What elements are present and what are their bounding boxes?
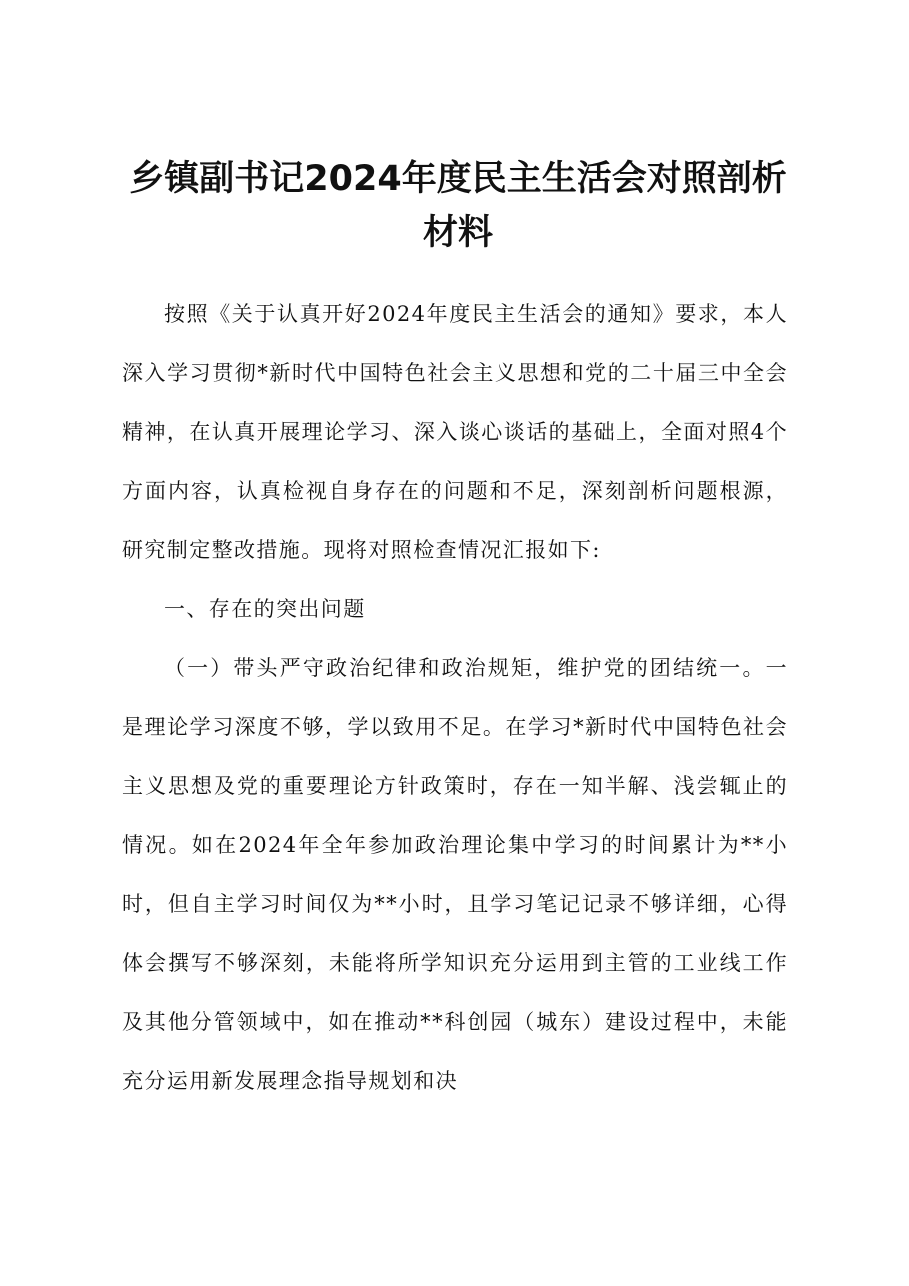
- intro-paragraph: 按照《关于认真开好2024年度民主生活会的通知》要求，本人深入学习贯彻*新时代中国特色社会主义思想和党的二十届三中全会精神，在认真开展理论学习、深入谈心谈话的基础上，全面对照4个方面内容，认真检视自身存在的问题和不足，深刻剖析问题根源，研究制定整改措施。现将对照检查情况汇报如下:: [122, 302, 788, 562]
- section-heading: 一、存在的突出问题: [164, 597, 366, 621]
- section-paragraph: （一）带头严守政治纪律和政治规矩，维护党的团结统一。一是理论学习深度不够，学以致用不足。在学习*新时代中国特色社会主义思想及党的重要理论方针政策时，存在一知半解、浅尝辄止的情况。如在2024年全年参加政治理论集中学习的时间累计为**小时，但自主学习时间仅为**小时，且学习笔记记录不够详细，心得体会撰写不够深刻，未能将所学知识充分运用到主管的工业线工作及其他分管领域中，如在推动**科创园（城东）建设过程中，未能充分运用新发展理念指导规划和决: [122, 656, 788, 1093]
- document-body: [122, 285, 788, 1111]
- document-title: 乡镇副书记2024年度民主生活会对照剖析材料: [129, 159, 787, 253]
